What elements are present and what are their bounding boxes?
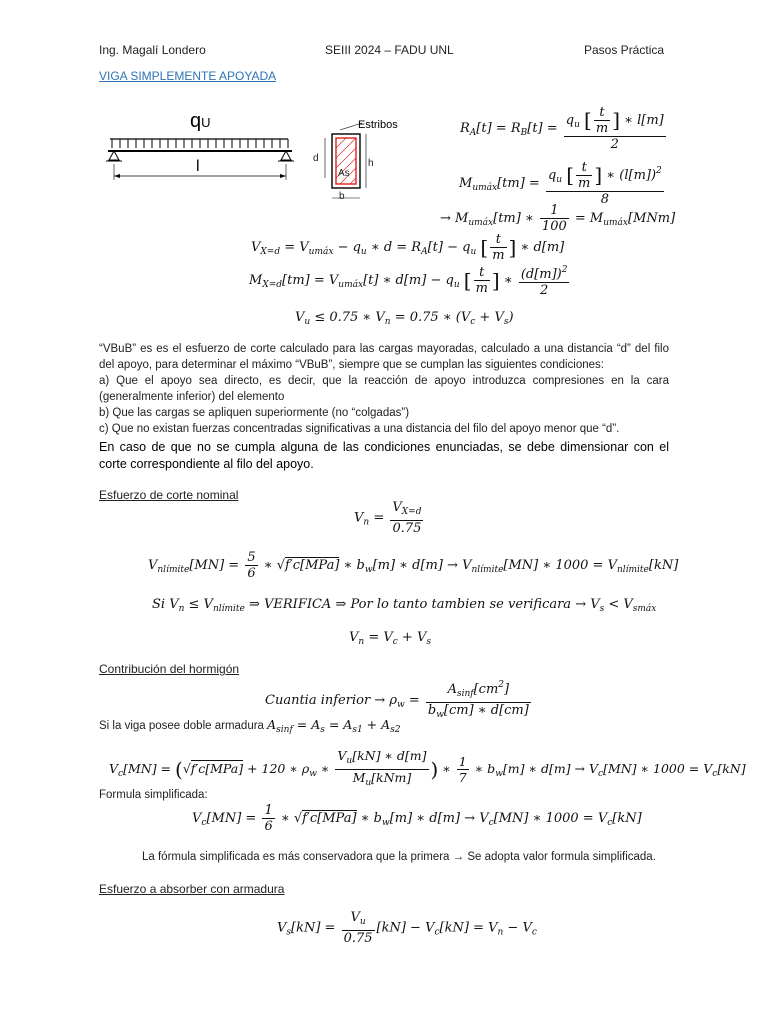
header-doc: Pasos Práctica [584,43,665,57]
formula-check: $V_u \le 0.75$ ∗ $V_n = 0.75$ ∗ $(V_c + V_s)$ [295,310,514,327]
as-label: As [338,168,350,179]
formula-cuantia: Cuantia inferior → $\rho_w$ = $\frac{A_{sinf}[cm^2]}{b_w[cm] ∗ d[cm]}$ [265,680,529,720]
span-label: l [196,158,200,175]
formula-vc: $V_c[MN] = (√f'c[MPa] + 120$ ∗ $\rho_w$ ∗ $\frac{V_u[kN] ∗ d[m]}{M_u[kNm]}$ ) ∗ $\frac{1}{7}$ ∗ $b_w[m]$ ∗ $d[m] \to V_c[MN]$ ∗ $1000 = V_c[kN]$ [109,748,746,788]
header-author: Ing. Magalí Londero [99,43,206,57]
formula-moment: $M_{umáx}[tm]$ = $q_u$ [ $\frac{t}{m}$ ] ∗ $(l[m])^2$ 8 [459,160,662,207]
formula-vn-sum: $V_n = V_c + V_s$ [349,630,431,647]
h-label: h [368,158,374,169]
section-heading-nominal: Esfuerzo de corte nominal [99,488,239,502]
b-label: b [339,191,345,202]
paragraph-note: En caso de que no se cumpla alguna de las condiciones enunciadas, se debe dimensionar con el corte correspondiente al filo del apoyo. [99,440,669,471]
stirrups-label: Estribos [358,119,398,131]
condition-b: b) Que las cargas se apliquen superiormente (no “colgadas”) [99,407,410,419]
formula-vs: $V_s[kN]$ = $\frac{V_u}{0.75}$ $[kN] - V_c[kN] = V_n - V_c$ [277,910,537,946]
condition-a: a) Que el apoyo sea directo, es decir, que la reacción de apoyo introduzca compresiones en la cara (generalmente inferior) del elemento [99,375,669,403]
formula-verifica: Si $V_n \le V_{nlímite}$ ⇒ VERIFICA ⇒ Por lo tanto tambien se verificara → $V_s < V_{smáx}$ [152,597,657,614]
formula-moment-d: $M_{X=d}[tm] = V_{umáx}[t]$ ∗ $d[m] - q_u$ [ $\frac{t}{m}$ ] ∗ $\frac{(d[m])^2}{2}$ [249,265,568,298]
formula-vc-simplified: $V_c[MN]$ = $\frac{1}{6}$ ∗ √f′c[MPa] ∗ $b_w[m]$ ∗ $d[m] \to V_c[MN]$ ∗ $1000 = V_c[kN]$ [192,803,642,834]
simplified-label: Formula simplificada: [99,789,208,801]
conclusion-note: La fórmula simplificada es más conservadora que la primera → Se adopta valor formula simplificada. [142,851,656,863]
condition-c: c) Que no existan fuerzas concentradas significativas a una distancia del filo del apoyo menor que “d”. [99,423,620,435]
formula-shear-d: $V_{X=d} = V_{umáx} - q_u$ ∗ $d = R_A[t] - q_u$ [ $\frac{t}{m}$ ] ∗ d[m] [251,232,565,263]
section-heading-reinforcement: Esfuerzo a absorber con armadura [99,882,285,896]
load-label: qU [190,110,211,132]
formula-reactions: $R_A[t] = R_B[t]$ = $q_u$ [ $\frac{t}{m}$ ] ∗ l[m] 2 [460,105,664,152]
section-heading-concrete: Contribución del hormigón [99,662,240,676]
d-label: d [313,153,319,164]
page-title: VIGA SIMPLEMENTE APOYADA [99,69,277,83]
formula-moment-conv: → $M_{umáx}[tm]$ ∗ $\frac{1}{100}$ = $M_{umáx}[MNm]$ [440,203,676,234]
header-course: SEIII 2024 – FADU UNL [325,43,454,57]
formula-vn-limit: $V_{nlímite}[MN]$ = $\frac{5}{6}$ ∗ √f′c[MPa] ∗ $b_w[m]$ ∗ $d[m] \to V_{nlímite}[MN]$ ∗ $1000 = V_{nlímite}[kN]$ [148,550,679,581]
paragraph-vbub: “VBuB” es es el esfuerzo de corte calculado para las cargas mayoradas, calculado a una distancia “d” del filo del apoyo, para determinar el máximo “VBuB”, siempre que se cumplan las siguientes condiciones: [99,343,669,371]
double-armature-note: Si la viga posee doble armadura $A_{sinf} = A_s = A_{s1} + A_{s2}$ [99,717,401,735]
formula-vn: $V_n$ = $\frac{V_{X=d}}{0.75}$ [354,500,422,536]
